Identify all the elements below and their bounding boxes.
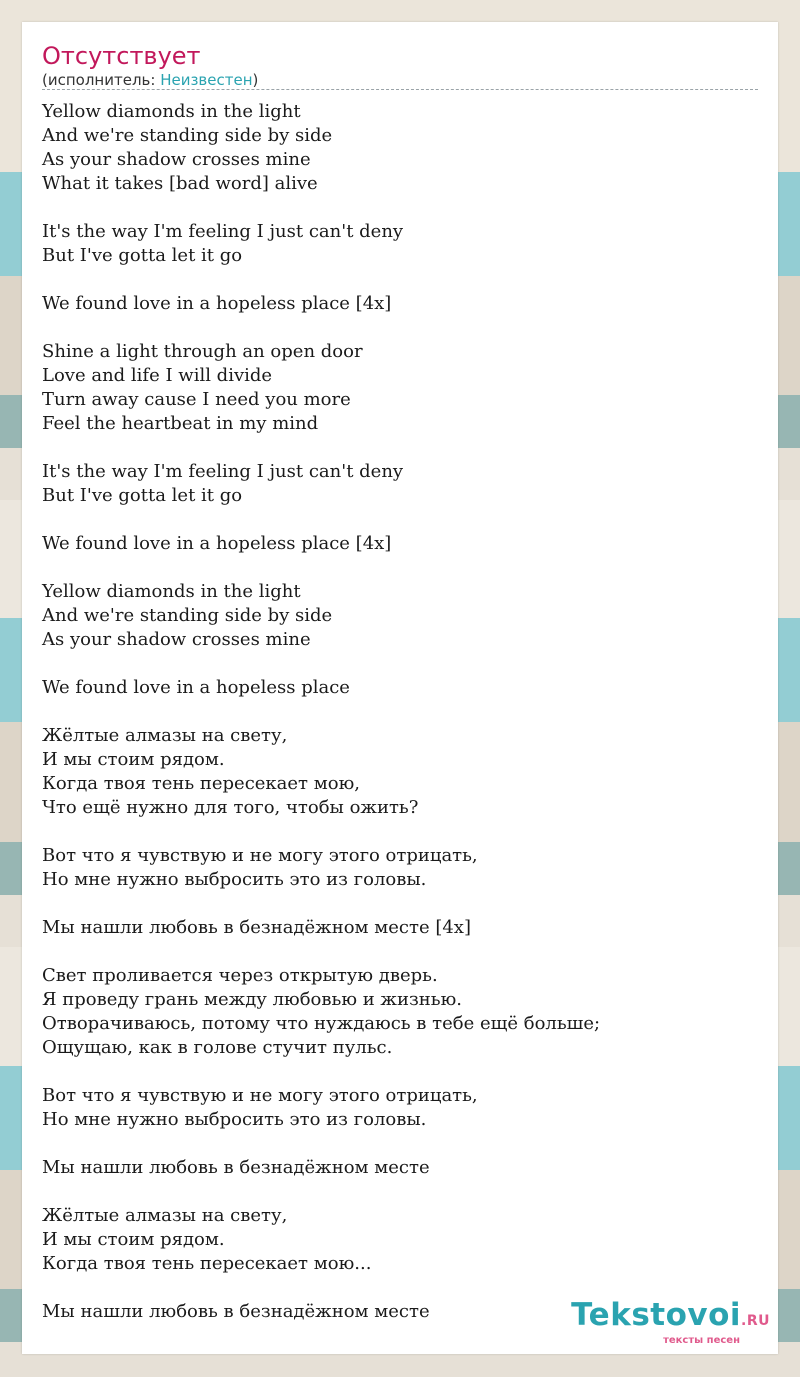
stanza-break <box>42 268 742 292</box>
stanza-break <box>42 700 742 724</box>
stanza-break <box>42 196 742 220</box>
site-logo[interactable] <box>571 1298 770 1346</box>
lyric-line: Мы нашли любовь в безнадёжном месте [4x] <box>42 917 471 938</box>
lyric-line: Turn away cause I need you more <box>42 389 351 410</box>
lyric-line: Вот что я чувствую и не могу этого отрицать, <box>42 1085 478 1106</box>
lyric-line: Мы нашли любовь в безнадёжном месте <box>42 1301 430 1322</box>
lyric-line: Жёлтые алмазы на свету, <box>42 1205 288 1226</box>
lyric-line: Yellow diamonds in the light <box>42 581 301 602</box>
lyric-line: As your shadow crosses mine <box>42 629 311 650</box>
lyric-line: We found love in a hopeless place <box>42 677 350 698</box>
stanza-break <box>42 1180 742 1204</box>
lyric-line: Жёлтые алмазы на свету, <box>42 725 288 746</box>
stanza-break <box>42 892 742 916</box>
lyric-line: But I've gotta let it go <box>42 245 243 266</box>
lyric-line: But I've gotta let it go <box>42 485 243 506</box>
lyrics-card <box>22 22 778 1354</box>
lyric-line: Я проведу грань между любовью и жизнью. <box>42 989 462 1010</box>
lyric-line: Когда твоя тень пересекает мою, <box>42 773 360 794</box>
lyric-line: Но мне нужно выбросить это из головы. <box>42 869 427 890</box>
lyric-line: Что ещё нужно для того, чтобы ожить? <box>42 797 419 818</box>
artist-prefix: (исполнитель: <box>42 71 161 89</box>
stanza-break <box>42 1132 742 1156</box>
stanza-break <box>42 508 742 532</box>
logo-tld: .RU <box>741 1313 770 1329</box>
stanza-break <box>42 1060 742 1084</box>
lyric-line: Вот что я чувствую и не могу этого отрицать, <box>42 845 478 866</box>
lyric-line: Отворачиваюсь, потому что нуждаюсь в тебе ещё больше; <box>42 1013 601 1034</box>
lyric-line: Когда твоя тень пересекает мою... <box>42 1253 372 1274</box>
lyric-line: Feel the heartbeat in my mind <box>42 413 319 434</box>
artist-line <box>42 70 258 90</box>
stanza-break <box>42 436 742 460</box>
lyric-line: Мы нашли любовь в безнадёжном месте <box>42 1157 430 1178</box>
lyric-line: And we're standing side by side <box>42 605 333 626</box>
lyric-line: И мы стоим рядом. <box>42 749 225 770</box>
logo-tagline: тексты песен <box>663 1335 740 1346</box>
lyric-line: What it takes [bad word] alive <box>42 173 318 194</box>
artist-link[interactable]: Неизвестен <box>160 71 253 89</box>
lyric-line: Ощущаю, как в голове стучит пульс. <box>42 1037 393 1058</box>
lyric-line: Но мне нужно выбросить это из головы. <box>42 1109 427 1130</box>
lyric-line: Свет проливается через открытую дверь. <box>42 965 438 986</box>
lyrics-text <box>42 100 742 1324</box>
artist-suffix: ) <box>252 71 259 89</box>
lyric-line: Shine a light through an open door <box>42 341 363 362</box>
lyric-line: Yellow diamonds in the light <box>42 101 301 122</box>
lyric-line: As your shadow crosses mine <box>42 149 311 170</box>
lyric-line: It's the way I'm feeling I just can't deny <box>42 221 404 242</box>
lyric-line: It's the way I'm feeling I just can't deny <box>42 461 404 482</box>
lyric-line: We found love in a hopeless place [4x] <box>42 293 392 314</box>
lyric-line: And we're standing side by side <box>42 125 333 146</box>
stanza-break <box>42 940 742 964</box>
stanza-break <box>42 652 742 676</box>
stanza-break <box>42 820 742 844</box>
lyric-line: We found love in a hopeless place [4x] <box>42 533 392 554</box>
lyric-line: Love and life I will divide <box>42 365 273 386</box>
stanza-break <box>42 316 742 340</box>
lyric-line: И мы стоим рядом. <box>42 1229 225 1250</box>
stanza-break <box>42 556 742 580</box>
song-title: Отсутствует <box>42 42 201 70</box>
title-divider <box>42 89 758 90</box>
logo-name: Tekstovoi <box>571 1297 742 1333</box>
